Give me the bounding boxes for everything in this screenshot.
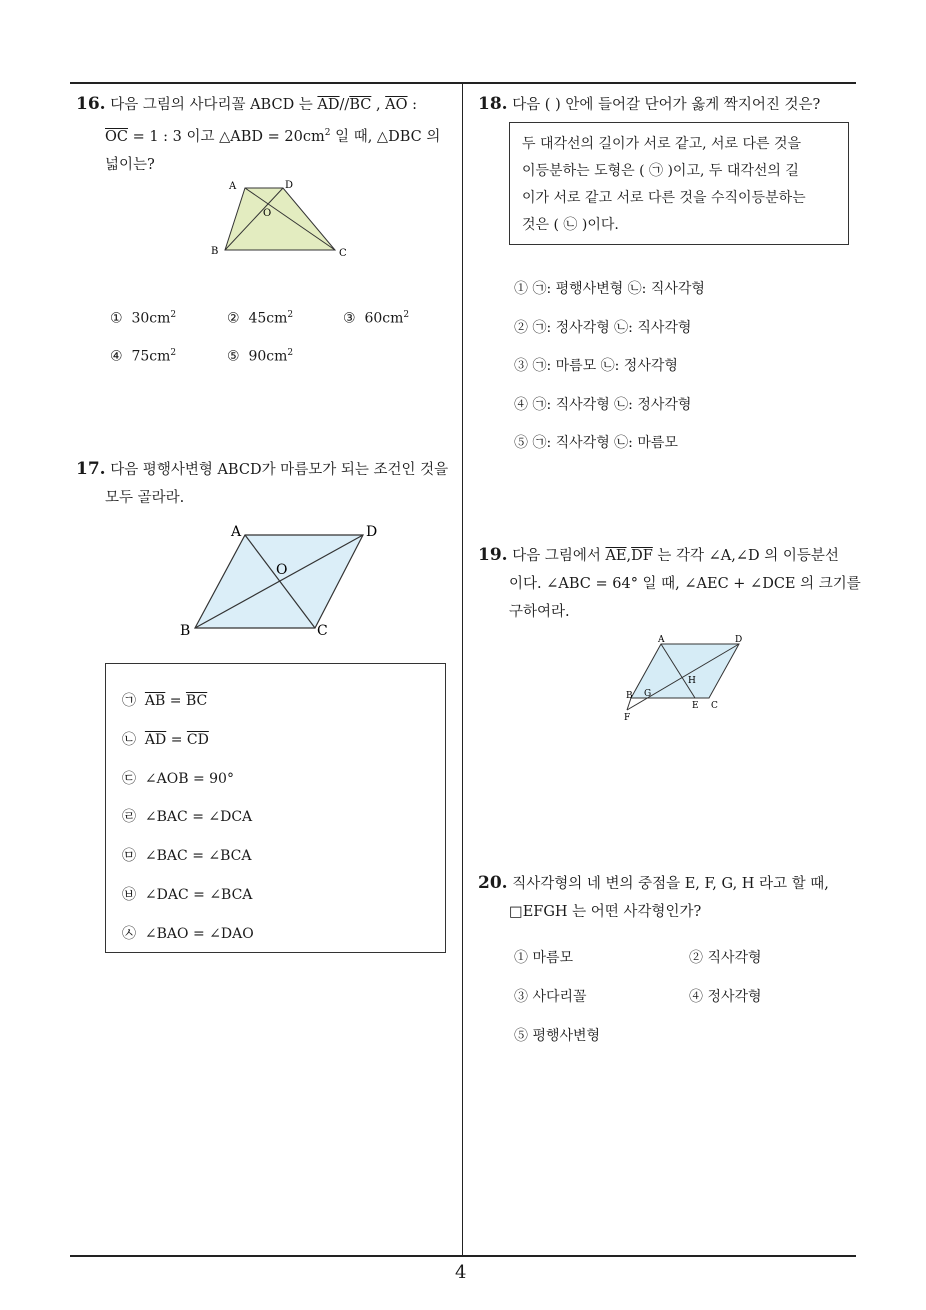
q18-number: 18. [478,94,508,114]
q18-option-1[interactable]: ① ㉠: 평행사변형 ㉡: 직사각형 [514,281,705,297]
q16-line3: 넓이는? [105,156,155,173]
q20-line2: □EFGH 는 어떤 사각형인가? [509,904,702,920]
q20-line1: 20. 직사각형의 네 변의 중점을 E, F, G, H 라고 할 때, [478,873,829,893]
q16-option-2[interactable]: ② $45cm^2$ [227,310,294,327]
q19-line2: 이다. ∠ABC = 64° 일 때, ∠AEC + ∠DCE 의 크기를 [509,576,861,592]
label-o: O [276,562,288,578]
segment-oc: $\overline{OC}$ [105,128,128,145]
q18-box-line-2: 이등분하는 도형은 ( ㉠ )이고, 두 대각선의 길 [522,163,799,179]
question-18 [478,90,820,119]
label-d: D [285,180,294,191]
label-d: D [735,635,743,645]
q20-option-1[interactable]: ① 마름모 [514,950,574,966]
q16-number: 16. [76,94,106,114]
label-g: G [644,689,652,699]
question-17 [76,455,456,512]
q17-number: 17. [76,459,106,479]
q19-line3: 구하여라. [509,604,570,620]
q20-option-3[interactable]: ③ 사다리꼴 [514,989,587,1005]
question-20 [478,869,858,926]
q20-option-2[interactable]: ② 직사각형 [689,950,762,966]
q18-box-line-4: 것은 ( ㉡ )이다. [522,217,619,233]
q17-parallelogram-figure [175,518,385,643]
q17-line2: 모두 골라라. [105,490,185,506]
label-h: H [688,676,696,686]
label-f: F [624,713,631,723]
q18-statement [522,131,806,239]
q16-option-4[interactable]: ④ $75cm^2$ [110,348,177,365]
q17-condition-1[interactable]: ㉠ $\overline{AB} = \overline{BC}$ [122,693,208,709]
q16-line1: 16. 다음 그림의 사다리꼴 ABCD 는 $\overline{AD}//\overline{BC}$ , $\overline{AO}$ : [76,94,418,114]
question-16 [76,90,456,179]
label-b: B [211,246,219,257]
label-c: C [339,248,347,259]
q18-title: 다음 ( ) 안에 들어갈 단어가 옳게 짝지어진 것은? [512,97,821,113]
trapezoid-shape [225,188,335,250]
label-a: A [231,524,242,540]
q17-condition-6[interactable]: ㉥ ∠DAC = ∠BCA [122,887,253,903]
label-a: A [229,181,237,192]
q18-option-5[interactable]: ⑤ ㉠: 직사각형 ㉡: 마름모 [514,435,678,451]
q18-box-line-1: 두 대각선의 길이가 서로 같고, 서로 다른 것을 [522,136,802,152]
label-b: B [626,691,633,701]
segment-ao: $\overline{AO}$ [385,97,408,113]
q17-condition-4[interactable]: ㉣ ∠BAC = ∠DCA [122,809,253,825]
label-c: C [711,701,718,711]
page-number: 4 [455,1262,467,1283]
label-d: D [366,524,378,540]
q16-trapezoid-figure [205,178,365,263]
q16-option-3[interactable]: ③ $60cm^2$ [343,310,410,327]
q18-option-4[interactable]: ④ ㉠: 직사각형 ㉡: 정사각형 [514,397,692,413]
q19-number: 19. [478,545,508,565]
q19-line1: 19. 다음 그림에서 $\overline{AE},\overline{DF}$ 는 각각 ∠A,∠D 의 이등분선 [478,545,839,565]
question-19 [478,541,861,626]
label-o: O [263,208,272,219]
q18-option-2[interactable]: ② ㉠: 정사각형 ㉡: 직사각형 [514,320,692,336]
q17-condition-5[interactable]: ㉤ ∠BAC = ∠BCA [122,848,252,864]
q20-option-4[interactable]: ④ 정사각형 [689,989,762,1005]
q16-option-5[interactable]: ⑤ $90cm^2$ [227,348,294,365]
q16-line2: $\overline{OC} = 1$ : 3 이고 △ABD = $20cm^2$ 일 때, △DBC 의 [105,128,441,145]
label-e: E [692,701,699,711]
segment-bc: $\overline{BC}$ [349,97,372,113]
q18-option-3[interactable]: ③ ㉠: 마름모 ㉡: 정사각형 [514,358,678,374]
q20-number: 20. [478,873,508,893]
label-b: B [180,623,191,639]
q20-option-5[interactable]: ⑤ 평행사변형 [514,1028,601,1044]
q16-option-1[interactable]: ① $30cm^2$ [110,310,177,327]
q19-parallelogram-figure [620,630,755,725]
q17-condition-3[interactable]: ㉢ ∠AOB = 90° [122,771,234,787]
q17-line1: 17. 다음 평행사변형 ABCD가 마름모가 되는 조건인 것을 [76,459,449,479]
column-divider [462,82,463,1256]
q18-box-line-3: 이가 서로 같고 서로 다른 것을 수직이등분하는 [522,190,806,206]
segment-df: $\overline{DF}$ [631,548,653,564]
segment-ae: $\overline{AE}$ [605,548,627,564]
label-a: A [658,635,665,645]
label-c: C [317,623,328,639]
bottom-rule [70,1255,856,1257]
q17-condition-7[interactable]: ㉦ ∠BAO = ∠DAO [122,926,254,942]
q17-condition-2[interactable]: ㉡ $\overline{AD} = \overline{CD}$ [122,732,209,748]
segment-ad: $\overline{AD}$ [317,97,340,113]
